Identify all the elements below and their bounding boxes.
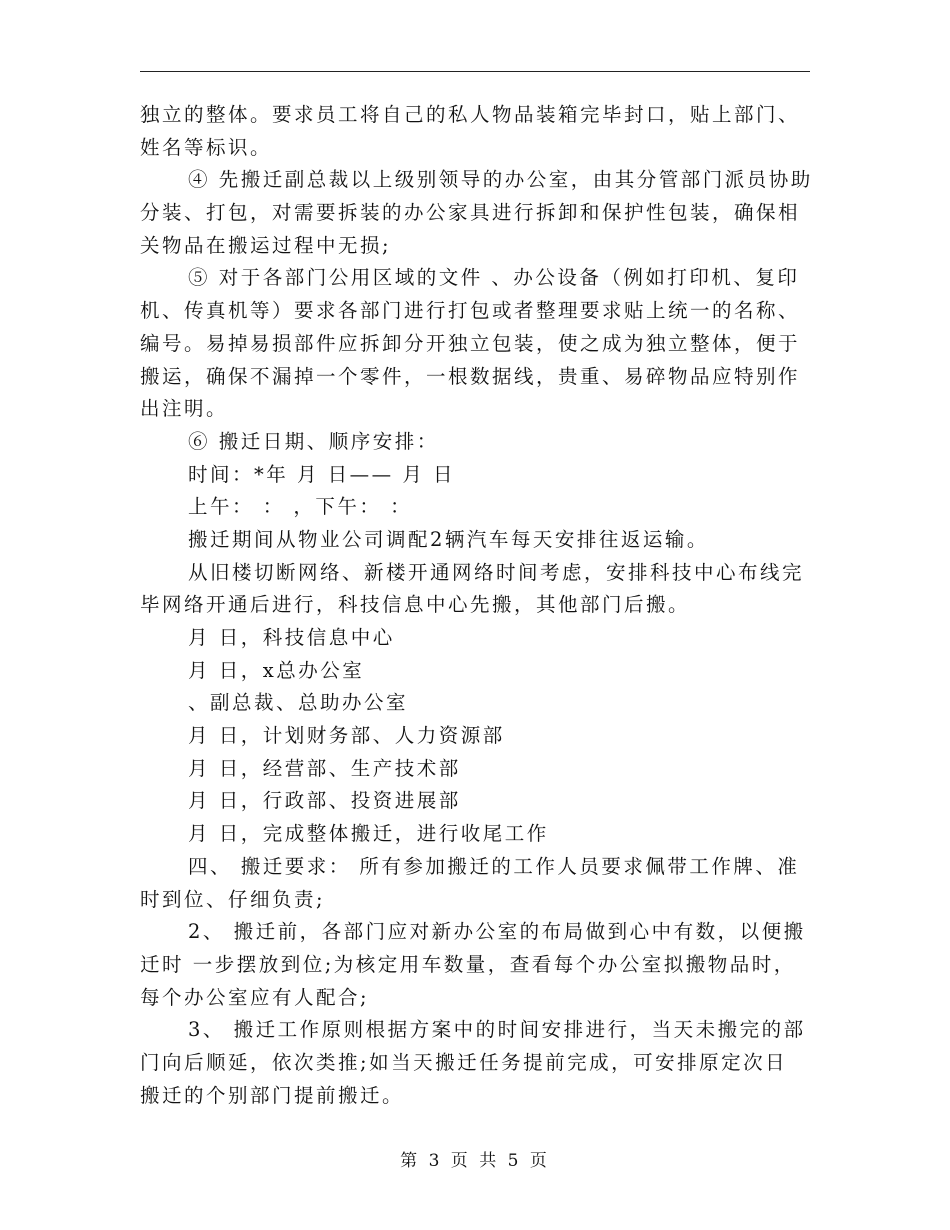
- text-line: 月 日，行政部、投资进展部: [188, 789, 461, 813]
- text-line: ⑤ 对于各部门公用区域的文件 、办公设备（例如打印机、复印: [188, 266, 800, 290]
- text-line: 月 日，计划财务部、人力资源部: [188, 724, 505, 748]
- text-line: 月 日，经营部、生产技术部: [188, 756, 461, 780]
- text-line: 毕网络开通后进行，科技信息中心先搬，其他部门后搬。: [140, 593, 691, 617]
- page-number-footer: 第 3 页 共 5 页: [400, 1151, 550, 1171]
- text-line: 搬迁的个别部门提前搬迁。: [140, 1083, 405, 1107]
- text-line: 出注明。: [140, 397, 229, 421]
- text-line: 、副总裁、总助办公室: [188, 691, 409, 715]
- text-line: 搬运，确保不漏掉一个零件，一根数据线，贵重、易碎物品应特别作: [140, 364, 801, 388]
- text-line: 从旧楼切断网络、新楼开通网络时间考虑，安排科技中心布线完: [188, 560, 805, 584]
- header-rule: [140, 71, 810, 72]
- text-line: 月 日，完成整体搬迁，进行收尾工作: [188, 822, 549, 846]
- text-line: 时到位、仔细负责;: [140, 887, 326, 911]
- text-line: 时间：*年 月 日—— 月 日: [188, 462, 456, 486]
- text-line: 门向后顺延，依次类推;如当天搬迁任务提前完成，可安排原定次日: [140, 1050, 788, 1074]
- text-line: 分装、打包，对需要拆装的办公家具进行拆卸和保护性包装，确保相: [140, 201, 801, 225]
- text-line: 编号。易掉易损部件应拆卸分开独立包装，使之成为独立整体，便于: [140, 331, 801, 355]
- text-line: 每个办公室应有人配合;: [140, 985, 370, 1009]
- text-line: 2、 搬迁前，各部门应对新办公室的布局做到心中有数，以便搬: [188, 920, 806, 944]
- text-line: ⑥ 搬迁日期、顺序安排：: [188, 429, 439, 453]
- text-line: 姓名等标识。: [140, 135, 273, 159]
- text-line: 迁时 一步摆放到位;为核定用车数量，查看每个办公室拟搬物品时，: [140, 952, 796, 976]
- text-line: 机、传真机等）要求各部门进行打包或者整理要求贴上统一的名称、: [140, 299, 801, 323]
- text-line: ④ 先搬迁副总裁以上级别领导的办公室，由其分管部门派员协助: [188, 168, 813, 192]
- text-line: 四、 搬迁要求： 所有参加搬迁的工作人员要求佩带工作牌、准: [188, 854, 800, 878]
- text-line: 关物品在搬运过程中无损;: [140, 233, 392, 257]
- text-line: 上午： ： ，下午： ：: [188, 495, 413, 519]
- text-line: 月 日，x总办公室: [188, 658, 365, 682]
- text-line: 月 日，科技信息中心: [188, 626, 395, 649]
- text-line: 搬迁期间从物业公司调配2辆汽车每天安排往返运输。: [188, 527, 709, 551]
- document-body: [140, 99, 813, 1112]
- text-line: 独立的整体。要求员工将自己的私人物品装箱完毕封口，贴上部门、: [140, 103, 801, 126]
- text-line: 3、 搬迁工作原则根据方案中的时间安排进行，当天未搬完的部: [188, 1018, 806, 1042]
